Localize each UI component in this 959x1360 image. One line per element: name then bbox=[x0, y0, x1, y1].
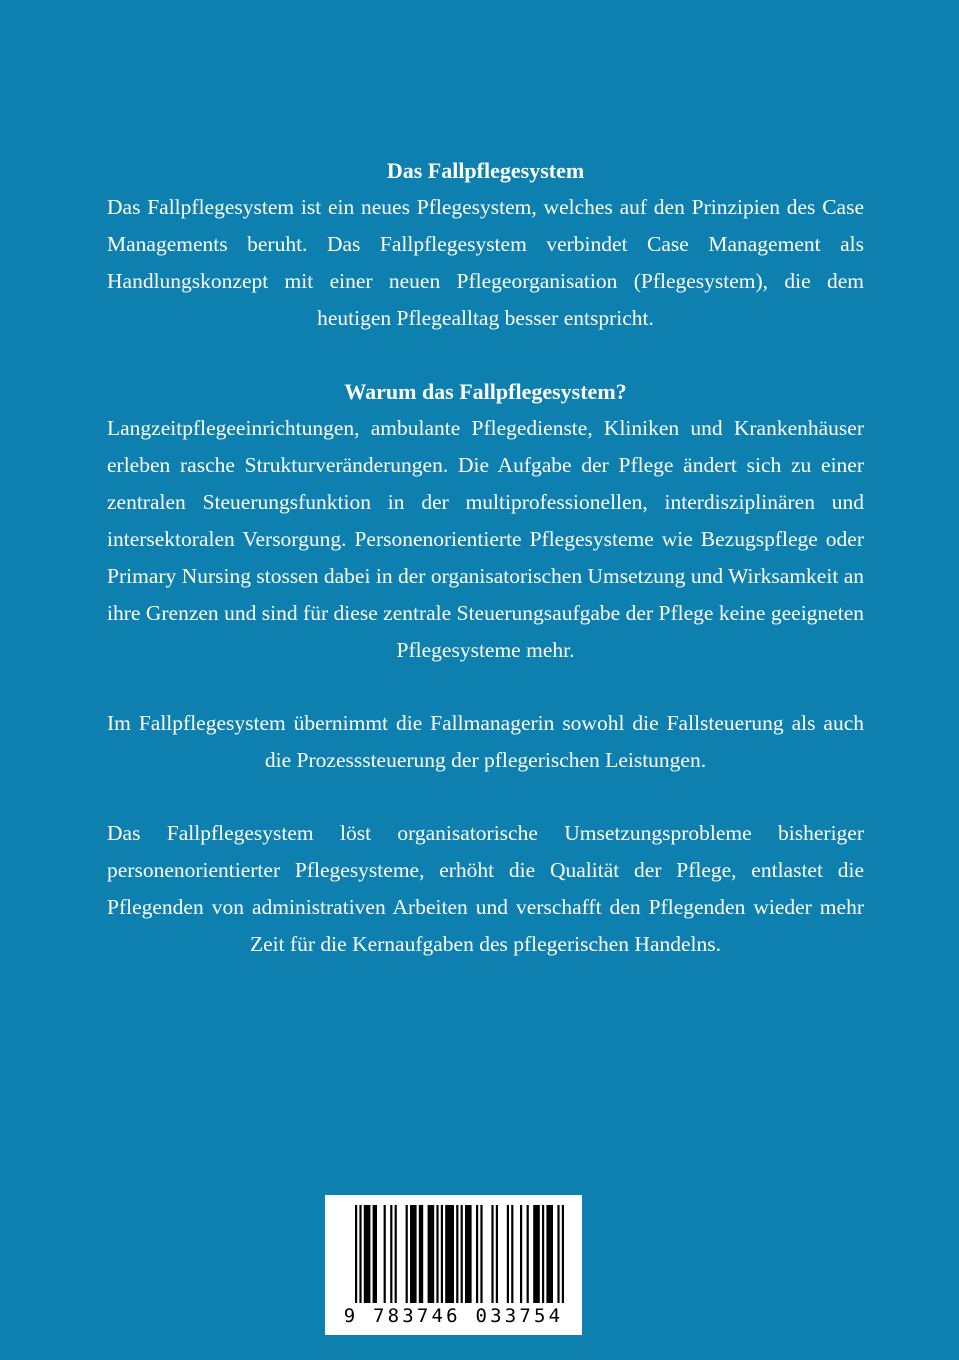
barcode-bar bbox=[373, 1205, 377, 1303]
barcode-bar bbox=[520, 1205, 522, 1303]
barcode-bar bbox=[445, 1205, 454, 1303]
barcode-bar bbox=[542, 1205, 544, 1303]
barcode-bar bbox=[496, 1205, 498, 1303]
paragraph-loesungen: Das Fallpflegesystem löst organisatorische Umsetzungsprobleme bisheriger personenorientierter Pflegesysteme, erhöht die Qualität der Pflege, entlastet die Pflegenden von administrativen Arbeiten und verschafft den Pflegenden wieder mehr Zeit für die Kernaufgaben des pflegerischen Handelns. bbox=[107, 821, 864, 956]
barcode-bar bbox=[465, 1205, 472, 1303]
barcode-bar bbox=[359, 1205, 361, 1303]
heading-warum: Warum das Fallpflegesystem? bbox=[344, 379, 627, 404]
barcode-bar bbox=[406, 1205, 408, 1303]
barcode-bar bbox=[491, 1205, 493, 1303]
barcode-bar bbox=[428, 1205, 435, 1303]
barcode-bar bbox=[441, 1205, 443, 1303]
barcode-bar bbox=[395, 1205, 397, 1303]
barcode-bar bbox=[436, 1205, 438, 1303]
barcode-bar bbox=[364, 1205, 371, 1303]
isbn-digits: 9 783746 033754 bbox=[343, 1305, 564, 1327]
barcode-bar bbox=[511, 1205, 513, 1303]
barcode-bar bbox=[476, 1205, 478, 1303]
barcode-bar bbox=[507, 1205, 509, 1303]
paragraph-warum: Langzeitpflegeeinrichtungen, ambulante Pflegedienste, Kliniken und Krankenhäuser erleben rasche Strukturveränderungen. Die Aufgabe der Pflege ändert sich zu einer zentralen Steuerungsfunktion in der multiprofessionellen, interdisziplinären und intersektoralen Versorgung. Personenorientierte Pflegesysteme wie Bezugspflege oder Primary Nursing stossen dabei in der organisatorischen Umsetzung und Wirksamkeit an ihre Grenzen und sind für diese zentrale Steuerungsaufgabe der Pflege keine geeigneten Pflegesysteme mehr. bbox=[107, 416, 864, 662]
paragraph-fallmanagerin: Im Fallpflegesystem übernimmt die Fallmanagerin sowohl die Fallsteuerung als auch die Prozesssteuerung der pflegerischen Leistungen. bbox=[107, 711, 864, 772]
barcode-bar bbox=[557, 1205, 559, 1303]
barcode-bar bbox=[480, 1205, 482, 1303]
barcode-bar bbox=[390, 1205, 392, 1303]
heading-fallpflegesystem: Das Fallpflegesystem bbox=[386, 158, 585, 183]
barcode-bar bbox=[546, 1205, 553, 1303]
barcode-bar bbox=[355, 1205, 357, 1303]
barcode-bar bbox=[527, 1205, 529, 1303]
barcode-bar bbox=[419, 1205, 423, 1303]
barcode-bar bbox=[384, 1205, 386, 1303]
barcode-bar bbox=[562, 1205, 564, 1303]
barcode-bar bbox=[461, 1205, 463, 1303]
barcode-bar bbox=[410, 1205, 417, 1303]
barcode-bar bbox=[533, 1205, 540, 1303]
paragraph-intro: Das Fallpflegesystem ist ein neues Pflegesystem, welches auf den Prinzipien des Case Managements beruht. Das Fallpflegesystem verbindet Case Management als Handlungskonzept mit einer neuen Pflegeorganisation (Pflegesystem), die dem heutigen Pflegealltag besser entspricht. bbox=[107, 195, 864, 330]
isbn-barcode bbox=[325, 1195, 582, 1335]
barcode-bar bbox=[456, 1205, 458, 1303]
blurb-text bbox=[107, 152, 864, 963]
barcode-bars bbox=[325, 1195, 582, 1307]
